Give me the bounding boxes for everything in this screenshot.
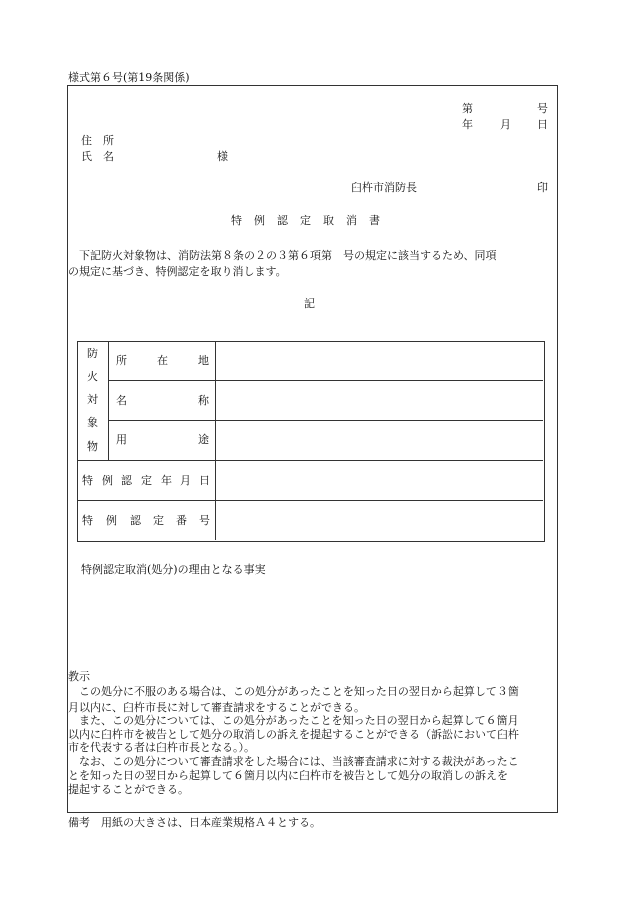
group-label-char: 物 — [87, 440, 98, 453]
notice-line: とを知った日の翌日から起算して６箇月以内に臼杵市を被告として処分の取消しの訴えを — [68, 769, 508, 782]
row-label-char: 号 — [199, 514, 210, 527]
notice-heading: 教示 — [68, 670, 90, 683]
row-label-char: 日 — [199, 474, 210, 487]
recipient-name-label: 氏 名 — [81, 150, 114, 163]
notice-line: 以内に臼杵市を被告として処分の取消しの訴えを提起することができる（訴訟において臼杵 — [68, 728, 519, 741]
group-label-char: 対 — [87, 393, 98, 406]
table-vline-values — [215, 341, 216, 540]
title-char: 取 — [323, 214, 334, 227]
recipient-address-label: 住 所 — [81, 134, 114, 147]
group-label-char: 防 — [87, 347, 98, 360]
row-label-char: 月 — [180, 474, 191, 487]
table-hline — [108, 420, 543, 421]
row-label-char: 名 — [116, 394, 127, 407]
doc-number-dai: 第 — [462, 102, 473, 115]
doc-date-month: 月 — [500, 118, 511, 131]
title-char: 定 — [300, 214, 311, 227]
row-label-char: 定 — [141, 474, 152, 487]
table-hline — [77, 460, 543, 461]
recipient-sama: 様 — [217, 150, 228, 163]
ki-mark: 記 — [304, 297, 315, 310]
row-label-char: 年 — [161, 474, 172, 487]
notice-line: また、この処分については、この処分があったことを知った日の翌日から起算して６箇月 — [68, 714, 519, 727]
doc-date-day: 日 — [537, 118, 548, 131]
row-label-char: 用 — [116, 433, 127, 446]
row-label-char: 特 — [82, 474, 93, 487]
row-label-char: 認 — [130, 514, 141, 527]
table-hline — [77, 500, 543, 501]
row-label-char: 番 — [176, 514, 187, 527]
table-hline — [108, 380, 543, 381]
notice-line: 提起することができる。 — [68, 783, 189, 796]
issuer-seal: 印 — [537, 181, 548, 194]
table-vline-group — [108, 341, 109, 460]
doc-number-go: 号 — [537, 102, 548, 115]
title-char: 書 — [369, 214, 380, 227]
notice-line: 市を代表する者は臼杵市長となる。）。 — [68, 741, 255, 754]
row-label-char: 途 — [198, 433, 209, 446]
row-label-char: 地 — [198, 354, 209, 367]
row-label-char: 例 — [106, 514, 117, 527]
body-line-2: の規定に基づき、特例認定を取り消します。 — [68, 265, 287, 278]
form-header: 様式第６号(第19条関係) — [68, 71, 190, 84]
body-line-1: 下記防火対象物は、消防法第８条の２の３第６項第 号の規定に該当するため、同項 — [68, 249, 497, 262]
row-label-char: 在 — [157, 354, 168, 367]
reason-label: 特例認定取消(処分)の理由となる事実 — [81, 563, 266, 576]
row-label-char: 特 — [82, 514, 93, 527]
doc-date-year: 年 — [462, 118, 473, 131]
title-char: 認 — [277, 214, 288, 227]
row-label-char: 称 — [198, 394, 209, 407]
title-char: 例 — [254, 214, 265, 227]
group-label-char: 火 — [87, 370, 98, 383]
row-label-char: 例 — [102, 474, 113, 487]
notice-line: 月以内に、臼杵市長に対して審査請求をすることができる。 — [68, 701, 365, 714]
notice-line: なお、この処分について審査請求をした場合には、当該審査請求に対する裁決があったこ — [68, 755, 519, 768]
row-label-char: 定 — [153, 514, 164, 527]
notice-line: この処分に不服のある場合は、この処分があったことを知った日の翌日から起算して３箇 — [68, 685, 519, 698]
row-label-char: 認 — [121, 474, 132, 487]
footnote: 備考 用紙の大きさは、日本産業規格Ａ４とする。 — [68, 816, 321, 829]
detail-table — [77, 341, 545, 542]
group-label-char: 象 — [87, 416, 98, 429]
issuer-name: 臼杵市消防長 — [351, 181, 417, 194]
title-char: 消 — [346, 214, 357, 227]
row-label-char: 所 — [116, 354, 127, 367]
title-char: 特 — [231, 214, 242, 227]
